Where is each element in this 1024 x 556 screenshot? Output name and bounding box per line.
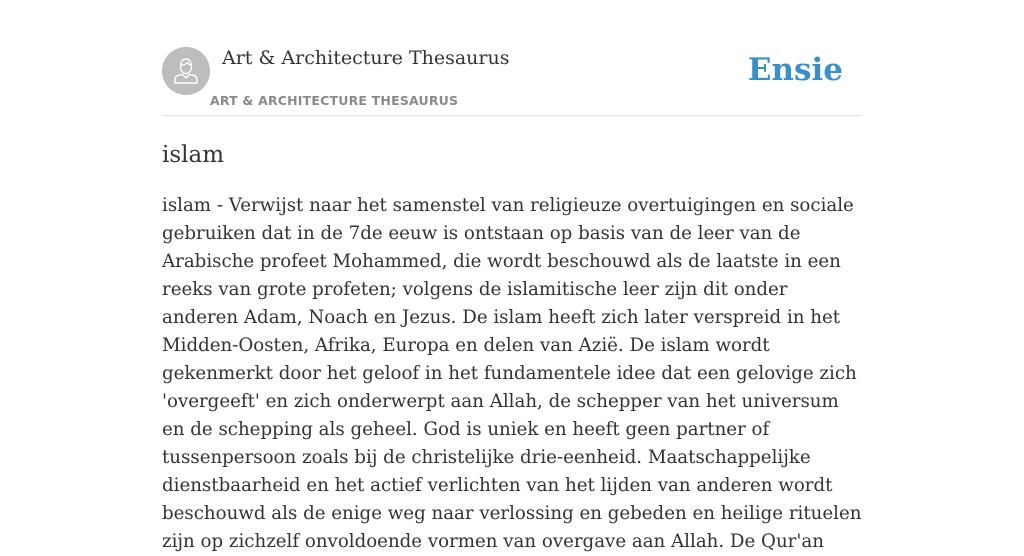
avatar[interactable] [162, 47, 210, 95]
user-icon [162, 47, 210, 95]
definition-text: islam - Verwijst naar het samenstel van religieuze overtuigingen en sociale gebruiken dat in de 7de eeuw is ontstaan op basis van de leer van de Arabische profeet Mohammed, die wordt beschouwd als de laatste in een reeks van grote profeten; volgens de islamitische leer zijn dit onder anderen Adam, Noach en Jezus. De islam heeft zich later verspreid in het Midden-Oosten, Afrika, Europa en delen van Azië. De islam wordt gekenmerkt door het geloof in het fundamentele idee dat een gelovige zich 'overgeeft' en zich onderwerpt aan Allah, de schepper van het universum en de schepping als geheel. God is uniek en heeft geen partner of tussenpersoon zoals bij de christelijke drie-eenheid. Maatschappelijke dienstbaarheid en het actief verlichten van het lijden van anderen wordt beschouwd als de enige weg naar verlossing en gebeden en heilige rituelen zijn op zichzelf onvoldoende vormen van overgave aan Allah. De Qur'an [162, 195, 862, 552]
source-subtitle[interactable]: ART & ARCHITECTURE THESAURUS [210, 93, 459, 108]
source-header [162, 0, 862, 116]
page-title: islam [162, 142, 225, 168]
brand-logo[interactable]: Ensie [747, 52, 843, 88]
page [162, 0, 862, 552]
source-title[interactable]: Art & Architecture Thesaurus [222, 47, 510, 69]
